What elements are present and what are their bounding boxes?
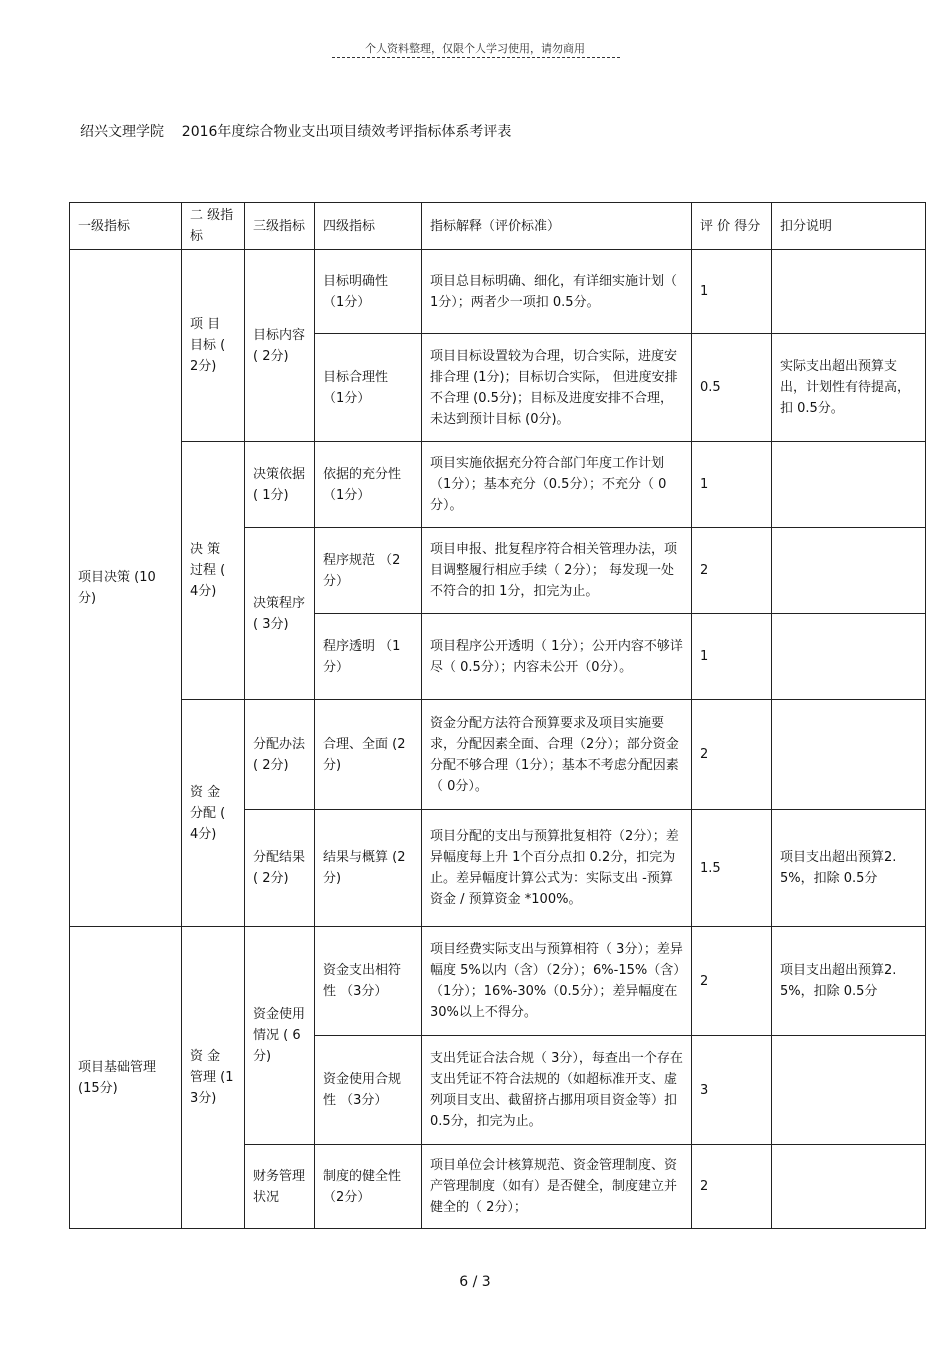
header-cell: 扣分说明 [772, 203, 926, 250]
table-row [70, 442, 926, 528]
level4-cell: 程序透明 （1分） [315, 614, 422, 700]
level3-cell: 目标内容 ( 2分) [245, 250, 315, 442]
score-cell: 3 [692, 1036, 772, 1145]
level3-cell: 分配办法 ( 2分) [245, 700, 315, 810]
criteria-cell: 资金分配方法符合预算要求及项目实施要求，分配因素全面、合理（2分）；部分资金分配不够合理（1分）；基本不考虑分配因素（ 0分）。 [422, 700, 692, 810]
header-cell: 四级指标 [315, 203, 422, 250]
criteria-cell: 项目分配的支出与预算批复相符（2分）；差异幅度每上升 1个百分点扣 0.2分，扣完为止。差异幅度计算公式为：实际支出 -预算资金 / 预算资金 *100%。 [422, 810, 692, 927]
level3-cell: 决策依据 ( 1分) [245, 442, 315, 528]
level4-cell: 制度的健全性 （2分） [315, 1145, 422, 1229]
score-cell: 2 [692, 927, 772, 1036]
deduction-note-cell: 实际支出超出预算支出，计划性有待提高，扣 0.5分。 [772, 334, 926, 442]
criteria-cell: 支出凭证合法合规（ 3分），每查出一个存在支出凭证不符合法规的（如超标准开支、虚列项目支出、截留挤占挪用项目资金等）扣 0.5分，扣完为止。 [422, 1036, 692, 1145]
level4-cell: 依据的充分性 （1分） [315, 442, 422, 528]
score-cell: 0.5 [692, 334, 772, 442]
deduction-note-cell [772, 442, 926, 528]
level4-cell: 目标合理性 （1分） [315, 334, 422, 442]
score-cell: 1 [692, 614, 772, 700]
header-cell: 评 价 得分 [692, 203, 772, 250]
criteria-cell: 项目目标设置较为合理，切合实际，进度安排合理 (1分)；目标切合实际， 但进度安排不合理 (0.5分)；目标及进度安排不合理，未达到预计目标 (0分)。 [422, 334, 692, 442]
score-cell: 2 [692, 700, 772, 810]
level4-cell: 结果与概算 (2分) [315, 810, 422, 927]
deduction-note-cell [772, 1036, 926, 1145]
level3-cell: 资金使用情况 ( 6分) [245, 927, 315, 1145]
deduction-note-cell [772, 614, 926, 700]
level4-cell: 目标明确性 （1分） [315, 250, 422, 334]
criteria-cell: 项目申报、批复程序符合相关管理办法，项目调整履行相应手续（ 2分）； 每发现一处不符合的扣 1分，扣完为止。 [422, 528, 692, 614]
score-cell: 1 [692, 442, 772, 528]
score-cell: 1.5 [692, 810, 772, 927]
level3-cell: 分配结果 ( 2分) [245, 810, 315, 927]
header-cell: 指标解释（评价标准） [422, 203, 692, 250]
criteria-cell: 项目单位会计核算规范、资金管理制度、资产管理制度（如有）是否健全，制度建立并健全的（ 2分）； [422, 1145, 692, 1229]
deduction-note-cell: 项目支出超出预算2.5%，扣除 0.5分 [772, 927, 926, 1036]
level3-cell: 财务管理 状况 [245, 1145, 315, 1229]
level1-cell: 项目决策 (10分) [70, 250, 182, 927]
level4-cell: 程序规范 （2分） [315, 528, 422, 614]
header-note: 个人资料整理，仅限个人学习使用，请勿商用 [365, 42, 585, 55]
evaluation-table [69, 202, 926, 1229]
deduction-note-cell [772, 528, 926, 614]
header-cell: 二 级指标 [182, 203, 245, 250]
table-header-row [70, 203, 926, 250]
criteria-cell: 项目总目标明确、细化，有详细实施计划（ 1分）；两者少一项扣 0.5分。 [422, 250, 692, 334]
criteria-cell: 项目程序公开透明（ 1分）；公开内容不够详尽（ 0.5分）；内容未公开（0分）。 [422, 614, 692, 700]
criteria-cell: 项目经费实际支出与预算相符（ 3分）；差异幅度 5%以内（含）（2分）；6%-15%（含）（1分）；16%-30%（0.5分）；差异幅度在 30%以上不得分。 [422, 927, 692, 1036]
page-number: 6 / 3 [459, 1274, 491, 1290]
table-row [70, 927, 926, 1036]
table-row [70, 700, 926, 810]
deduction-note-cell: 项目支出超出预算2.5%，扣除 0.5分 [772, 810, 926, 927]
score-cell: 2 [692, 1145, 772, 1229]
deduction-note-cell [772, 700, 926, 810]
level3-cell: 决策程序 ( 3分) [245, 528, 315, 700]
level1-cell: 项目基础管理 (15分) [70, 927, 182, 1229]
header-cell: 一级指标 [70, 203, 182, 250]
header-cell: 三级指标 [245, 203, 315, 250]
deduction-note-cell [772, 250, 926, 334]
document-title: 绍兴文理学院 2016年度综合物业支出项目绩效考评指标体系考评表 [80, 124, 512, 140]
deduction-note-cell [772, 1145, 926, 1229]
level4-cell: 合理、全面 (2分) [315, 700, 422, 810]
header-underline [332, 57, 620, 58]
level2-cell: 资 金 管理 (13分) [182, 927, 245, 1229]
level2-cell: 项 目 目标 ( 2分) [182, 250, 245, 442]
level4-cell: 资金支出相符性 （3分） [315, 927, 422, 1036]
level2-cell: 资 金 分配 ( 4分) [182, 700, 245, 927]
score-cell: 1 [692, 250, 772, 334]
level4-cell: 资金使用合规性 （3分） [315, 1036, 422, 1145]
score-cell: 2 [692, 528, 772, 614]
table-row [70, 250, 926, 334]
level2-cell: 决 策 过程 ( 4分) [182, 442, 245, 700]
criteria-cell: 项目实施依据充分符合部门年度工作计划（1分）；基本充分（0.5分）；不充分（ 0分）。 [422, 442, 692, 528]
